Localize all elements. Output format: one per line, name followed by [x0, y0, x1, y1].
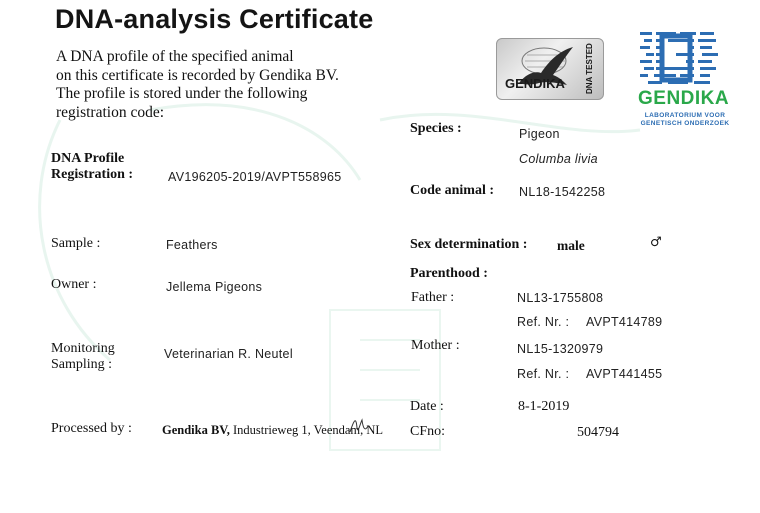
- father-ref-value: AVPT414789: [586, 315, 663, 329]
- gendika-logo-icon: [640, 30, 720, 86]
- species-label: Species :: [410, 121, 462, 136]
- dna-profile-label: [51, 151, 133, 183]
- code-animal-value: NL18-1542258: [519, 185, 606, 199]
- intro-line: The profile is stored under the following: [56, 85, 308, 102]
- owner-value: Jellema Pigeons: [166, 280, 263, 294]
- logo-sub-line: LABORATORIUM VOOR: [644, 112, 726, 119]
- species-latin: Columba livia: [519, 152, 598, 166]
- badge-dna-tested: DNA TESTED: [585, 43, 594, 95]
- monitoring-label-line2: Sampling :: [51, 357, 113, 372]
- page-title: DNA-analysis Certificate: [55, 4, 374, 34]
- date-label: Date :: [410, 399, 444, 414]
- intro-line: A DNA profile of the specified animal: [56, 48, 294, 65]
- monitoring-label: [51, 341, 115, 373]
- mother-label: Mother :: [411, 338, 460, 353]
- code-animal-label: Code animal :: [410, 183, 494, 198]
- mother-ref-label: Ref. Nr. :: [517, 367, 570, 381]
- sample-value: Feathers: [166, 238, 218, 252]
- species-value: Pigeon: [519, 127, 560, 141]
- processed-label: Processed by :: [51, 421, 132, 436]
- male-symbol: ♂: [650, 235, 662, 250]
- badge-brand: GENDIKA: [505, 76, 565, 91]
- date-value: 8-1-2019: [518, 399, 570, 414]
- parenthood-label: Parenthood :: [410, 266, 488, 281]
- gendika-logo-text: GENDIKA: [638, 88, 730, 109]
- intro-line: registration code:: [56, 103, 165, 121]
- cfno-label: CFno:: [410, 424, 446, 439]
- father-value: NL13-1755808: [517, 291, 604, 305]
- mother-ref-value: AVPT441455: [586, 367, 663, 381]
- intro-line: on this certificate is recorded by Gendika BV.: [56, 66, 339, 84]
- owner-label: Owner :: [51, 277, 97, 292]
- processed-company: Gendika BV,: [162, 423, 230, 437]
- cfno-value: 504794: [577, 425, 619, 440]
- intro-text: [56, 48, 339, 122]
- sex-label: Sex determination :: [410, 237, 528, 252]
- dna-tested-badge: [496, 38, 604, 100]
- dna-profile-value: AV196205-2019/AVPT558965: [168, 170, 342, 184]
- signature-mark: [348, 414, 370, 438]
- father-ref-label: Ref. Nr. :: [517, 315, 570, 329]
- logo-sub-line: GENETISCH ONDERZOEK: [640, 120, 730, 127]
- monitoring-label-line1: Monitoring: [51, 341, 115, 356]
- processed-address: Industrieweg 1, Veendam, NL: [229, 423, 384, 437]
- mother-value: NL15-1320979: [517, 342, 604, 356]
- dna-profile-label-line1: DNA Profile: [51, 151, 125, 166]
- monitoring-value: Veterinarian R. Neutel: [164, 347, 293, 361]
- sex-value: male: [557, 238, 585, 253]
- dna-profile-label-line2: Registration :: [51, 167, 134, 182]
- sample-label: Sample :: [51, 236, 101, 251]
- gendika-logo-subtitle: [640, 112, 730, 128]
- father-label: Father :: [411, 290, 455, 305]
